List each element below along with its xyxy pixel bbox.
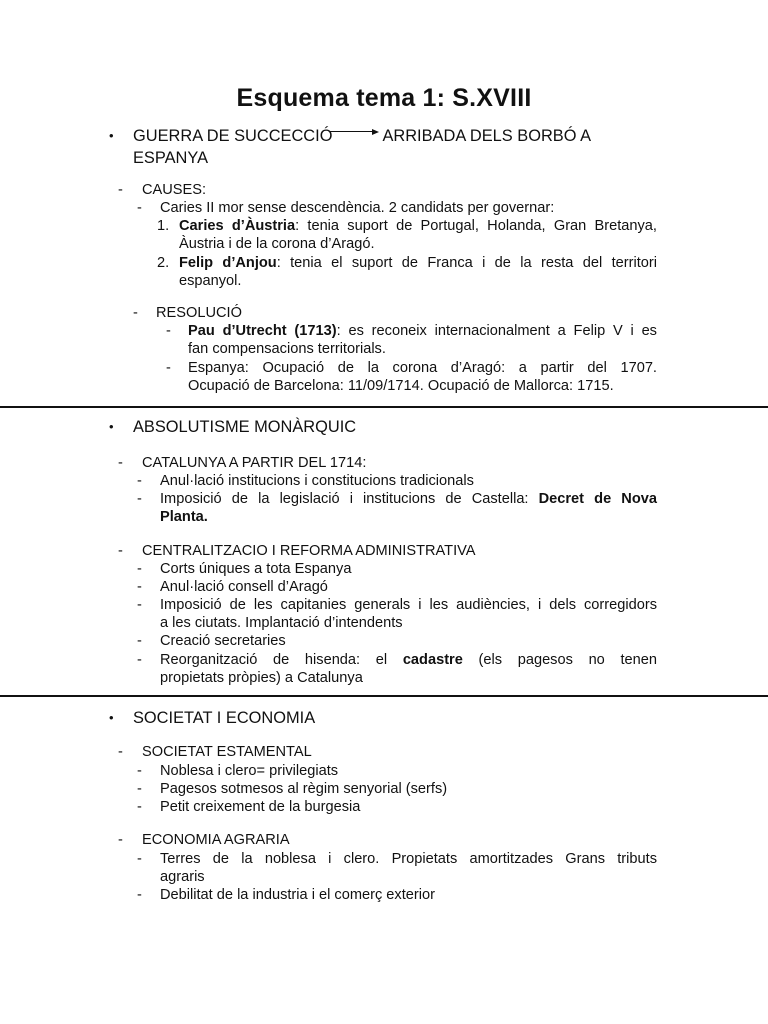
societat-item-1: Noblesa i clero= privilegiats (160, 763, 339, 779)
resolucio-item-2: Espanya: Ocupació de la corona d’Aragó: a partir del 1707. (188, 360, 657, 376)
centralitzacio-item-3: Imposició de les capitanies generals i les audiències, i dels corregidors (160, 597, 657, 613)
section-1-heading (133, 126, 657, 146)
economia-item-1: Terres de la noblesa i clero. Propietats amortitzades Grans tributs (160, 851, 657, 867)
catalunya-item-1: Anul·lació institucions i constitucions tradicionals (160, 473, 474, 489)
num-2: 2. (157, 255, 170, 271)
causes-label: CAUSES: (142, 182, 207, 198)
causes-item-1-cont: Àustria i de la corona d’Aragó. (179, 236, 375, 252)
arrow-head-icon (372, 129, 379, 135)
num-1: 1. (157, 218, 170, 234)
section-2-heading: ABSOLUTISME MONÀRQUIC (133, 418, 357, 436)
dash-societat-2: - (137, 781, 142, 797)
dash-catalunya-1: - (137, 473, 142, 489)
bullet-section-1: • (109, 128, 114, 143)
section-1-heading-cont: ESPANYA (133, 149, 208, 167)
dash-centralitzacio: - (118, 543, 123, 559)
centralitzacio-item-5: Reorganització de hisenda: el cadastre (els pagesos no tenen (160, 652, 657, 668)
bullet-section-2: • (109, 419, 114, 434)
dash-causes-intro: - (137, 200, 142, 216)
causes-intro: Caries II mor sense descendència. 2 candidats per governar: (160, 200, 555, 216)
economia-item-2: Debilitat de la industria i el comerç exterior (160, 887, 435, 903)
centralitzacio-item-2: Anul·lació consell d’Aragó (160, 579, 328, 595)
dash-centralitzacio-2: - (137, 579, 142, 595)
centralitzacio-item-1: Corts úniques a tota Espanya (160, 561, 352, 577)
dash-societat: - (118, 744, 123, 760)
divider-2 (0, 695, 768, 697)
dash-causes: - (118, 182, 123, 198)
dash-economia-2: - (137, 887, 142, 903)
dash-centralitzacio-5: - (137, 652, 142, 668)
dash-resolucio-1: - (166, 323, 171, 339)
causes-item-1: Caries d’Àustria: tenia suport de Portugal, Holanda, Gran Bretanya, (179, 218, 657, 234)
centralitzacio-item-4: Creació secretaries (160, 633, 286, 649)
section-3-heading: SOCIETAT I ECONOMIA (133, 709, 316, 727)
catalunya-label: CATALUNYA A PARTIR DEL 1714: (142, 455, 367, 471)
bullet-section-3: • (109, 710, 114, 725)
societat-item-2: Pagesos sotmesos al règim senyorial (serfs) (160, 781, 448, 797)
causes-item-2-cont: espanyol. (179, 273, 242, 289)
dash-catalunya-2: - (137, 491, 142, 507)
dash-centralitzacio-4: - (137, 633, 142, 649)
catalunya-item-2-cont: Planta. (160, 509, 208, 525)
dash-economia: - (118, 832, 123, 848)
dash-economia-1: - (137, 851, 142, 867)
resolucio-item-2-cont: Ocupació de Barcelona: 11/09/1714. Ocupació de Mallorca: 1715. (188, 378, 614, 394)
centralitzacio-label: CENTRALITZACIO I REFORMA ADMINISTRATIVA (142, 543, 476, 559)
dash-societat-3: - (137, 799, 142, 815)
dash-resolucio-2: - (166, 360, 171, 376)
economia-item-1-cont: agraris (160, 869, 205, 885)
dash-resolucio: - (133, 305, 138, 321)
resolucio-item-1-cont: fan compensacions territorials. (188, 341, 386, 357)
divider-1 (0, 406, 768, 408)
societat-label: SOCIETAT ESTAMENTAL (142, 744, 312, 760)
heading-part-a: GUERRA DE SUCCECCIÓ ARRIBADA DELS BORBÓ A (133, 127, 592, 145)
resolucio-item-1: Pau d’Utrecht (1713): es reconeix internacionalment a Felip V i es (188, 323, 657, 339)
arrow-icon (330, 131, 376, 132)
centralitzacio-item-3-cont: a les ciutats. Implantació d’intendents (160, 615, 403, 631)
societat-item-3: Petit creixement de la burgesia (160, 799, 361, 815)
causes-item-2: Felip d’Anjou: tenia el suport de Franca i de la resta del territori (179, 255, 657, 271)
dash-centralitzacio-3: - (137, 597, 142, 613)
resolucio-label: RESOLUCIÓ (156, 305, 242, 321)
catalunya-item-2: Imposició de la legislació i institucions de Castella: Decret de Nova (160, 491, 657, 507)
dash-catalunya: - (118, 455, 123, 471)
economia-label: ECONOMIA AGRARIA (142, 832, 290, 848)
page-title: Esquema tema 1: S.XVIII (236, 84, 532, 112)
dash-societat-1: - (137, 763, 142, 779)
dash-centralitzacio-1: - (137, 561, 142, 577)
centralitzacio-item-5-cont: propietats pròpies) a Catalunya (160, 670, 363, 686)
